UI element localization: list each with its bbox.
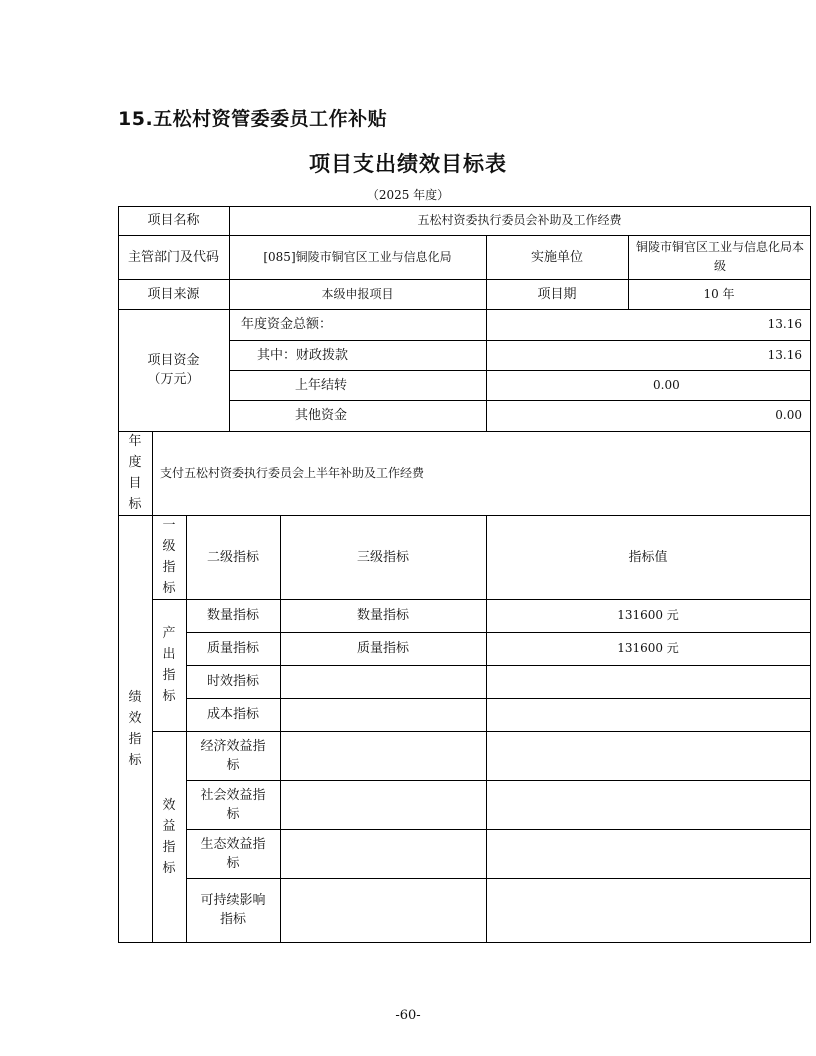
section-title: 15.五松村资管委委员工作补贴: [118, 108, 388, 130]
header-level3: 三级指标: [356, 549, 409, 565]
period-label: 项目期: [537, 286, 577, 302]
output-level3-cost: [280, 698, 486, 731]
output-value-cost: [486, 698, 810, 731]
output-value-quantity: 131600 元: [617, 608, 679, 622]
output-level3-quality: 质量指标: [356, 641, 409, 656]
annual-goal-text: 支付五松村资委执行委员会上半年补助及工作经费: [160, 465, 425, 480]
header-value: 指标值: [628, 549, 668, 565]
output-level2-quantity: 数量指标: [206, 608, 259, 623]
funds-label: [118, 309, 229, 431]
funds-total-label: 年度资金总额：: [241, 317, 333, 332]
benefit-indicators-label: 效益指标: [162, 797, 176, 876]
funds-carryover-label: 上年结转: [295, 377, 348, 393]
benefit-level2-sustainable: 可持续影响指标: [200, 893, 266, 927]
benefit-level2-economic: 经济效益指标: [200, 738, 266, 773]
project-name-label: 项目名称: [147, 213, 200, 228]
year-label: （2025 年度）: [366, 188, 450, 202]
output-value-quality: 131600 元: [617, 641, 679, 655]
indicators-group-label: 绩效指标: [128, 689, 142, 768]
funds-label-line1: 项目资金: [147, 353, 200, 368]
funds-fiscal-label: 其中：财政拨款: [257, 347, 349, 363]
benefit-level2-ecological: 生态效益指标: [200, 836, 266, 871]
benefit-level3-ecological: [280, 829, 486, 878]
benefit-value-ecological: [486, 829, 810, 878]
annual-goal-label: 年度目标: [128, 434, 142, 512]
benefit-level2-social: 社会效益指标: [200, 787, 266, 822]
source-label: 项目来源: [147, 286, 200, 302]
dept-label: 主管部门及代码: [127, 249, 219, 265]
output-level2-cost: 成本指标: [206, 707, 259, 722]
page-title: 项目支出绩效目标表: [309, 152, 507, 176]
benefit-value-social: [486, 780, 810, 829]
dept-value: [085]铜陵市铜官区工业与信息化局: [263, 249, 452, 264]
funds-other-value: 0.00: [775, 408, 802, 422]
benefit-level3-social: [280, 780, 486, 829]
impl-label: 实施单位: [530, 249, 583, 265]
benefit-value-economic: [486, 731, 810, 780]
output-level2-quality: 质量指标: [206, 641, 259, 656]
header-level2: 二级指标: [206, 549, 259, 565]
funds-other-label: 其他资金: [295, 408, 348, 423]
benefit-level3-economic: [280, 731, 486, 780]
output-indicators-label: 产出指标: [162, 626, 176, 704]
benefit-value-sustainable: [486, 878, 810, 942]
project-name-value: 五松村资委执行委员会补助及工作经费: [417, 213, 622, 227]
header-level1: 一级指标: [162, 518, 176, 596]
page-number: -60-: [395, 1008, 421, 1023]
funds-total-value: 13.16: [767, 317, 802, 331]
benefit-level3-sustainable: [280, 878, 486, 942]
funds-label-line2: （万元）: [147, 372, 200, 387]
funds-carryover-value: 0.00: [653, 377, 680, 392]
period-value: 10 年: [703, 286, 735, 301]
source-value: 本级申报项目: [321, 286, 394, 301]
output-level2-timeliness: 时效指标: [206, 674, 259, 689]
output-level3-quantity: 数量指标: [356, 608, 409, 623]
output-level3-timeliness: [280, 665, 486, 698]
impl-value: 铜陵市铜官区工业与信息化局本级: [635, 240, 804, 273]
funds-fiscal-value: 13.16: [767, 347, 802, 362]
output-value-timeliness: [486, 665, 810, 698]
